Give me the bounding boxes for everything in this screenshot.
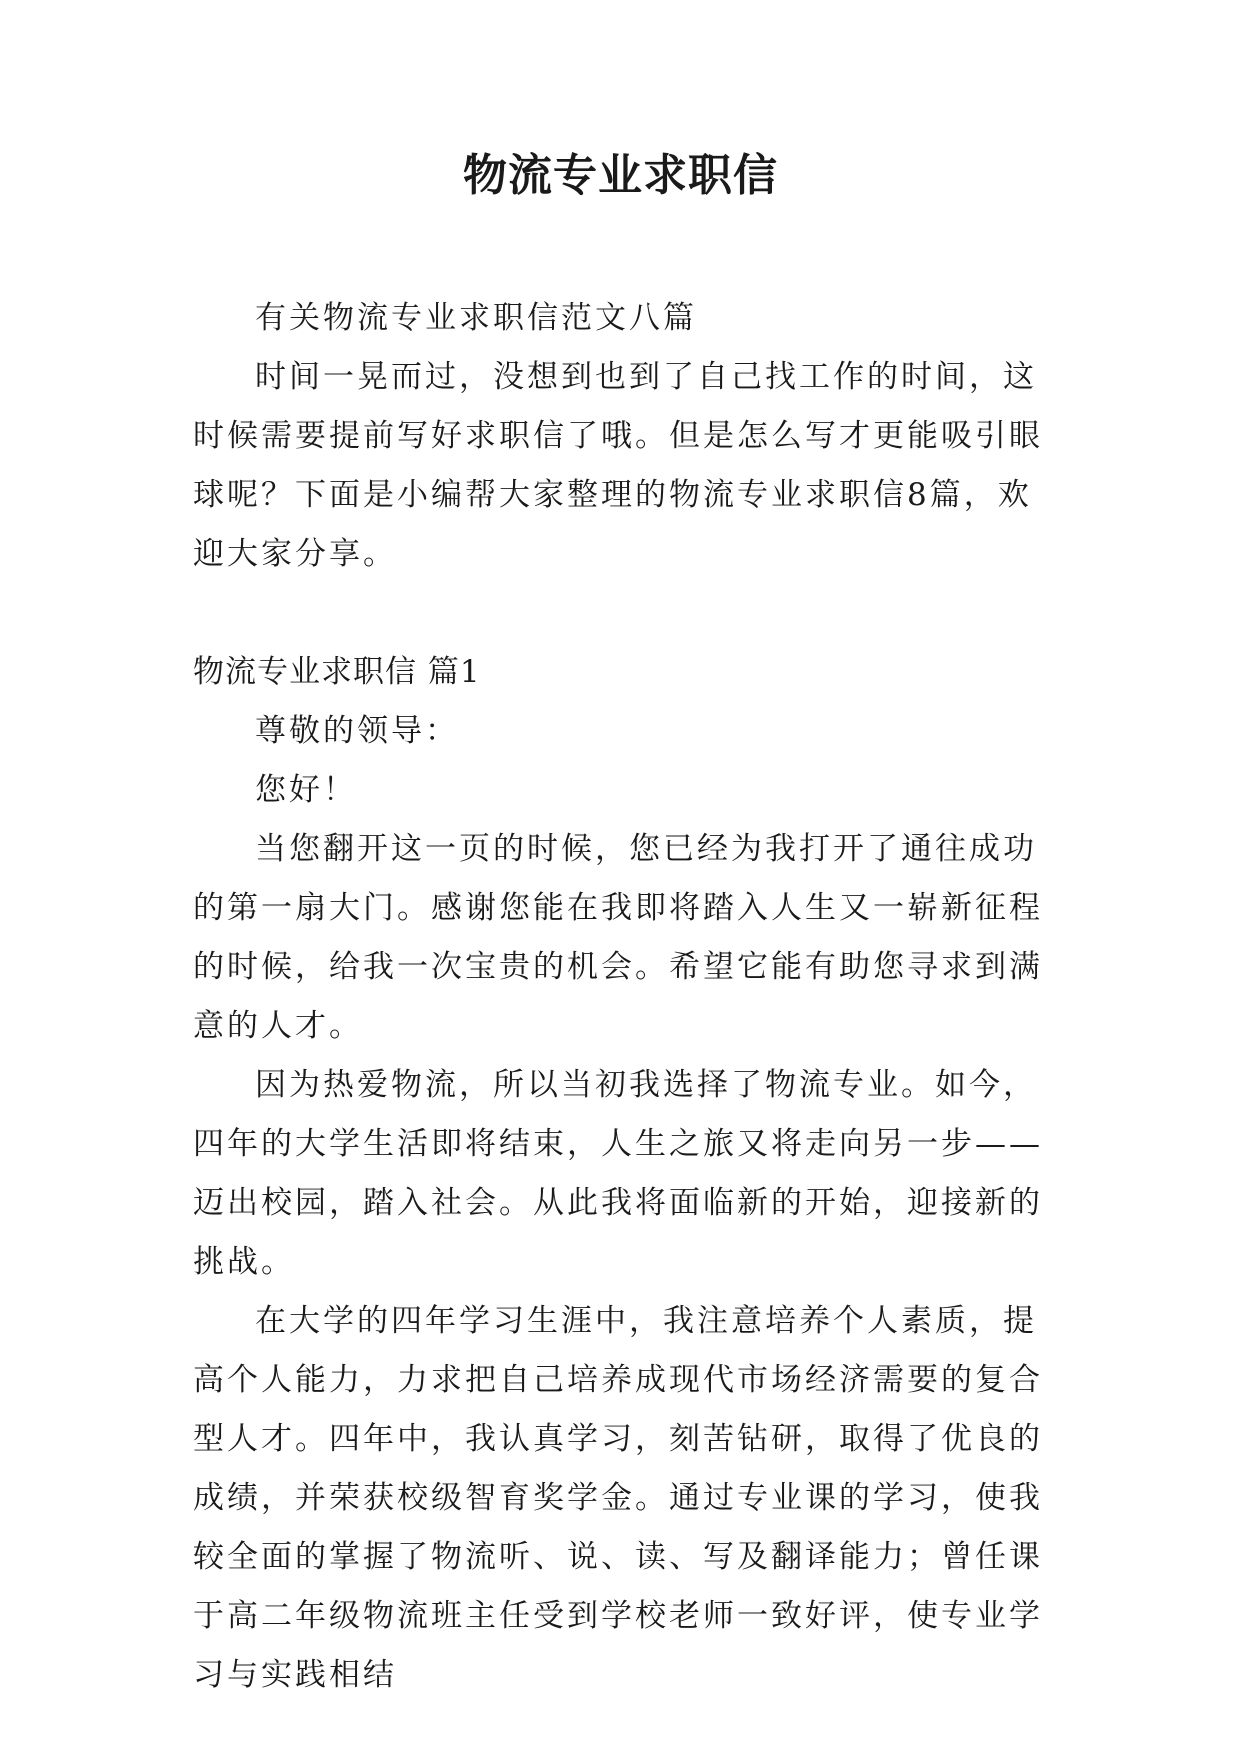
subtitle-line: 有关物流专业求职信范文八篇 bbox=[255, 300, 697, 336]
paragraph-gap bbox=[193, 584, 1051, 643]
greeting: 您好！ bbox=[255, 772, 357, 808]
body-paragraph: 在大学的四年学习生涯中，我注意培养个人素质，提高个人能力，力求把自己培养成现代市场经济需要的复合型人才。四年中，我认真学习，刻苦钻研，取得了优良的成绩，并荣获校级智育奖学金。通过专业课的学习，使我较全面的掌握了物流听、说、读、写及翻译能力；曾任课于高二年级物流班主任受到学校老师一致好评，使专业学习与实践相结 bbox=[193, 1303, 1043, 1693]
intro-paragraph: 时间一晃而过，没想到也到了自己找工作的时间，这时候需要提前写好求职信了哦。但是怎么写才更能吸引眼球呢？下面是小编帮大家整理的物流专业求职信8篇，欢迎大家分享。 bbox=[193, 359, 1043, 572]
section-heading: 物流专业求职信 篇1 bbox=[193, 654, 481, 690]
body-paragraph: 因为热爱物流，所以当初我选择了物流专业。如今，四年的大学生活即将结束，人生之旅又将走向另一步——迈出校园，踏入社会。从此我将面临新的开始，迎接新的挑战。 bbox=[193, 1067, 1043, 1280]
body-paragraph: 当您翻开这一页的时候，您已经为我打开了通往成功的第一扇大门。感谢您能在我即将踏入人生又一崭新征程的时候，给我一次宝贵的机会。希望它能有助您寻求到满意的人才。 bbox=[193, 831, 1043, 1044]
salutation: 尊敬的领导： bbox=[255, 713, 459, 749]
page-title: 物流专业求职信 bbox=[463, 150, 778, 201]
document-body bbox=[193, 289, 1051, 1705]
